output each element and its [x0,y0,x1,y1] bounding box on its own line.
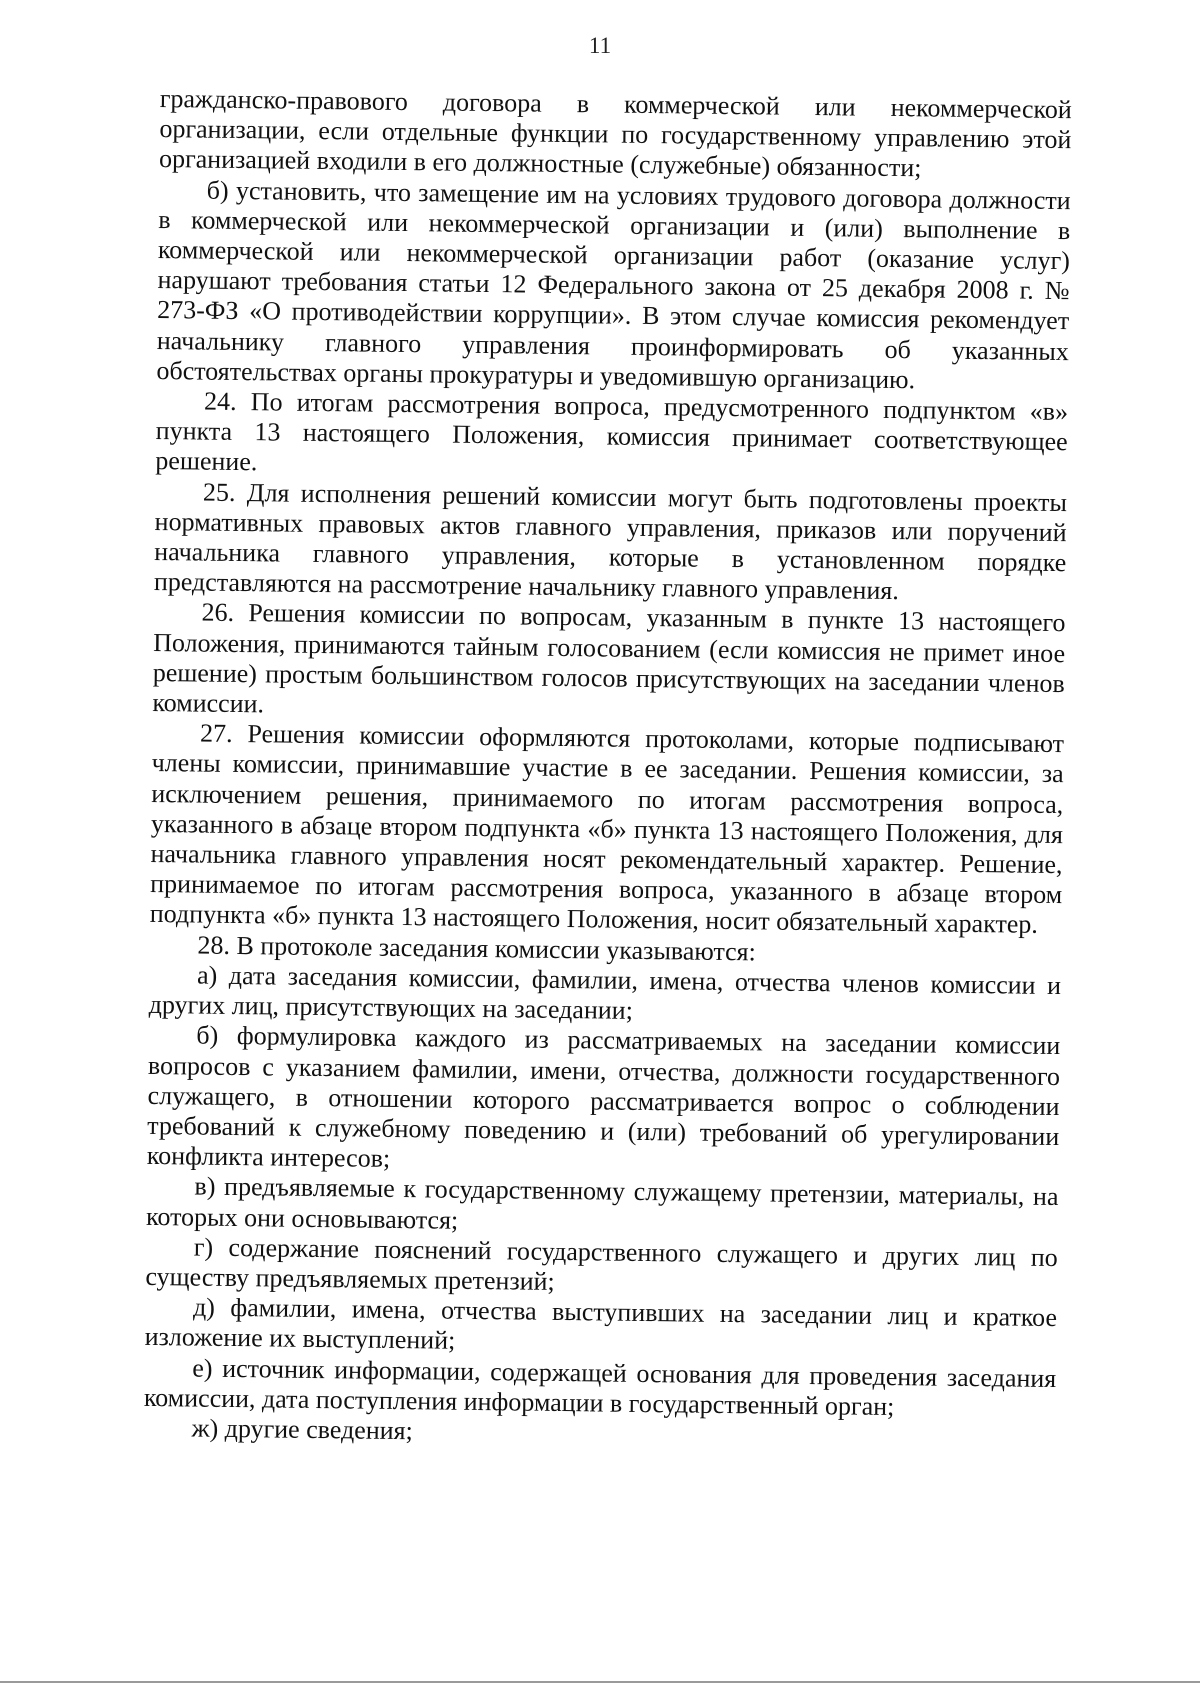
document-body [143,84,1072,1454]
paragraph-24: 24. По итогам рассмотрения вопроса, предусмотренного подпунктом «в» пункта 13 настоящего Положения, комиссия принимает соответствующее решение. [155,386,1069,477]
list-item-e: е) источник информации, содержащей основания для проведения заседания комиссии, дата поступления информации в государственный орган; [143,1353,1057,1421]
paragraph-27: 27. Решения комиссии оформляются протоколами, которые подписывают члены комиссии, принимавшие участие в ее заседании. Решения комиссии, за исключением решения, принимаемого по итогам рассмотрения вопроса, указанного в абзаце втором подпункта «б» пункта 13 настоящего Положения, для начальника главного управления носят рекомендательный характер. Решение, принимаемое по итогам рассмотрения вопроса, указанного в абзаце втором подпункта «б» пункта 13 настоящего Положения, носит обязательный характер. [149,718,1065,940]
paragraph-continuation: гражданско-правового договора в коммерческой или некоммерческой организации, если отдельные функции по государственному управлению этой организацией входили в его должностные (служебные) обязанности; [158,84,1072,183]
list-item-b: б) формулировка каждого из рассматриваемых на заседании комиссии вопросов с указанием фамилии, имени, отчества, должности государственного служащего, в отношении которого рассматривается вопрос о соблюдении требований к служебному поведению и (или) требований об урегулировании конфликта интересов; [146,1020,1061,1174]
list-item-d: д) фамилии, имена, отчества выступивших на заседании лиц и краткое изложение их выступлений; [144,1292,1058,1356]
page-number: 11 [588,33,612,58]
paragraph-25: 25. Для исполнения решений комиссии могут быть подготовлены проекты нормативных правовых актов главного управления, приказов или поручений начальника главного управления, которые в установленном порядке представляются на рассмотрение начальнику главного управления. [153,477,1068,606]
list-item-a: а) дата заседания комиссии, фамилии, имена, отчества членов комиссии и других лиц, присутствующих на заседании; [148,960,1062,1025]
paragraph-28: 28. В протоколе заседания комиссии указываются: [197,930,757,967]
scan-bottom-edge [0,1681,1200,1683]
paragraph-26: 26. Решения комиссии по вопросам, указанным в пункте 13 настоящего Положения, принимаются тайным голосованием (если комиссия не примет иное решение) простым большинством голосов присутствующих на заседании членов комиссии. [152,598,1066,719]
list-item-v: в) предъявляемые к государственному служащему претензии, материалы, на которых они основываются; [145,1171,1059,1235]
list-item-zh: ж) другие сведения; [191,1413,414,1446]
paragraph-subitem-b: б) установить, что замещение им на условиях трудового договора должности в коммерческой или некоммерческой организации и (или) выполнение в коммерческой или некоммерческой организации работ (оказание услуг) нарушают требования статьи 12 Федерального закона от 25 декабря 2008 г. № 273-ФЗ «О противодействии коррупции». В этом случае комиссия рекомендует начальнику главного управления проинформировать об указанных обстоятельствах органы прокуратуры и уведомившую организацию. [156,175,1071,395]
list-item-g: г) содержание пояснений государственного служащего и других лиц по существу предъявляемых претензий; [145,1232,1058,1296]
